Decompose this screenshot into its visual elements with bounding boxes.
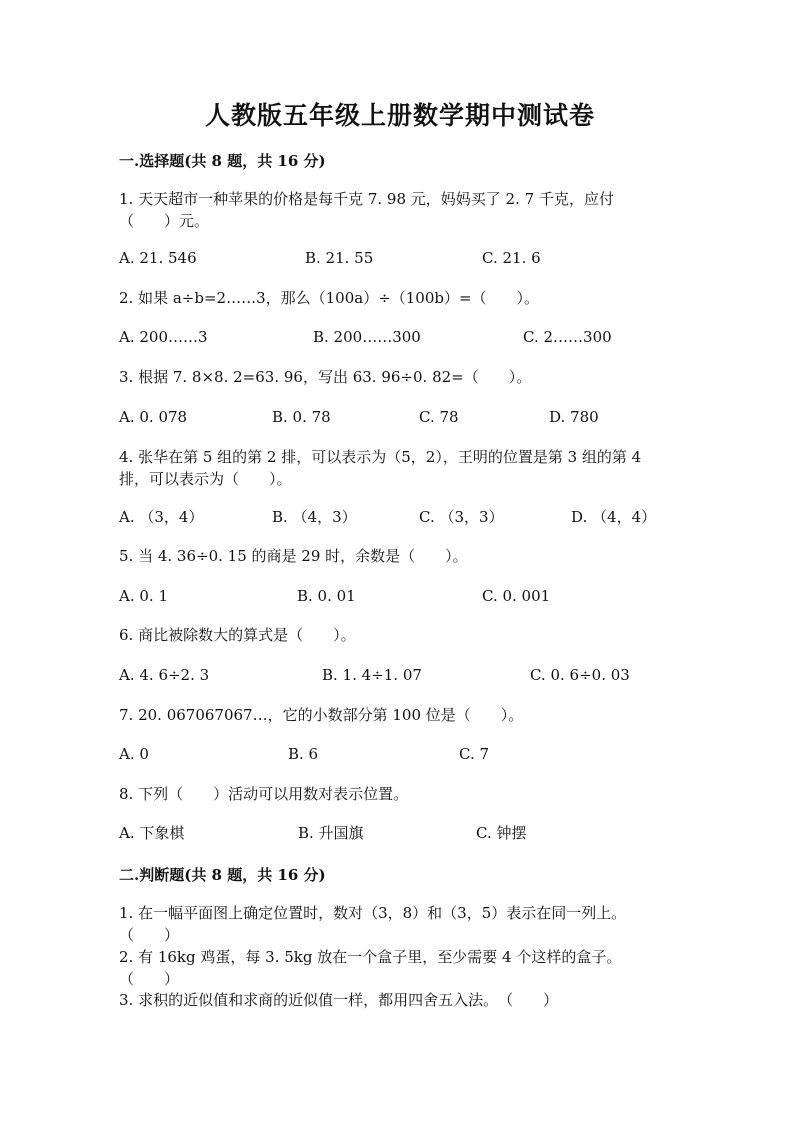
judge-2-line-1: 2. 有 16kg 鸡蛋，每 3. 5kg 放在一个盒子里，至少需要 4 个这样的盒子。 bbox=[119, 948, 622, 966]
question-6-options bbox=[119, 664, 699, 686]
q1-option-a: A. 21. 546 bbox=[119, 249, 197, 267]
q4-option-d: D. （4，4） bbox=[571, 508, 657, 526]
q8-option-a: A. 下象棋 bbox=[119, 824, 185, 842]
question-3: 3. 根据 7. 8×8. 2=63. 96，写出 63. 96÷0. 82=（ ）。 bbox=[119, 368, 532, 386]
question-4 bbox=[119, 446, 689, 490]
question-3-options bbox=[119, 406, 699, 428]
q5-option-b: B. 0. 01 bbox=[297, 587, 356, 605]
judge-1-line-1: 1. 在一幅平面图上确定位置时，数对（3，8）和（3，5）表示在同一列上。 bbox=[119, 904, 627, 922]
q4-option-c: C. （3，3） bbox=[419, 508, 504, 526]
q3-option-c: C. 78 bbox=[419, 408, 459, 426]
judge-question-2 bbox=[119, 946, 689, 990]
q2-option-a: A. 200……3 bbox=[119, 328, 208, 346]
q3-option-a: A. 0. 078 bbox=[119, 408, 188, 426]
q5-option-c: C. 0. 001 bbox=[482, 587, 551, 605]
question-2-options bbox=[119, 326, 699, 348]
question-4-line-1: 4. 张华在第 5 组的第 2 排，可以表示为（5，2），王明的位置是第 3 组的第 4 bbox=[119, 448, 642, 466]
q2-option-c: C. 2……300 bbox=[523, 328, 612, 346]
question-8-options bbox=[119, 822, 699, 844]
q3-option-d: D. 780 bbox=[549, 408, 599, 426]
section-heading-choice: 一.选择题(共 8 题，共 16 分) bbox=[119, 152, 326, 170]
q6-option-b: B. 1. 4÷1. 07 bbox=[322, 666, 422, 684]
judge-question-3: 3. 求积的近似值和求商的近似值一样，都用四舍五入法。 （ ） bbox=[119, 991, 559, 1009]
q7-option-a: A. 0 bbox=[119, 745, 149, 763]
question-4-options bbox=[119, 506, 699, 528]
q2-option-b: B. 200……300 bbox=[313, 328, 421, 346]
question-4-line-2: 排，可以表示为（ ）。 bbox=[119, 470, 292, 488]
judge-1-answer-blank: （ ） bbox=[119, 926, 180, 944]
q4-option-a: A. （3，4） bbox=[119, 508, 204, 526]
question-1-line-2: （ ）元。 bbox=[119, 212, 210, 230]
q7-option-b: B. 6 bbox=[288, 745, 319, 763]
question-7: 7. 20. 067067067…，它的小数部分第 100 位是（ ）。 bbox=[119, 706, 524, 724]
judge-question-1 bbox=[119, 902, 689, 946]
judge-2-answer-blank: （ ） bbox=[119, 970, 180, 988]
question-6: 6. 商比被除数大的算式是（ ）。 bbox=[119, 626, 356, 644]
question-5: 5. 当 4. 36÷0. 15 的商是 29 时，余数是（ ）。 bbox=[119, 547, 468, 565]
q3-option-b: B. 0. 78 bbox=[272, 408, 331, 426]
q4-option-b: B. （4，3） bbox=[272, 508, 357, 526]
section-heading-judge: 二.判断题(共 8 题，共 16 分) bbox=[119, 866, 326, 884]
exam-title: 人教版五年级上册数学期中测试卷 bbox=[204, 101, 595, 130]
q1-option-c: C. 21. 6 bbox=[482, 249, 541, 267]
question-1-options bbox=[119, 247, 699, 269]
q8-option-b: B. 升国旗 bbox=[298, 824, 364, 842]
q5-option-a: A. 0. 1 bbox=[119, 587, 168, 605]
q8-option-c: C. 钟摆 bbox=[476, 824, 527, 842]
question-7-options bbox=[119, 743, 699, 765]
q6-option-a: A. 4. 6÷2. 3 bbox=[119, 666, 210, 684]
q1-option-b: B. 21. 55 bbox=[305, 249, 374, 267]
q6-option-c: C. 0. 6÷0. 03 bbox=[530, 666, 630, 684]
question-8: 8. 下列（ ）活动可以用数对表示位置。 bbox=[119, 785, 409, 803]
q7-option-c: C. 7 bbox=[459, 745, 490, 763]
question-2: 2. 如果 a÷b=2……3，那么（100a）÷（100b）=（ ）。 bbox=[119, 289, 540, 307]
question-1-line-1: 1. 天天超市一种苹果的价格是每千克 7. 98 元，妈妈买了 2. 7 千克，应付 bbox=[119, 190, 614, 208]
question-5-options bbox=[119, 585, 699, 607]
question-1 bbox=[119, 188, 689, 232]
